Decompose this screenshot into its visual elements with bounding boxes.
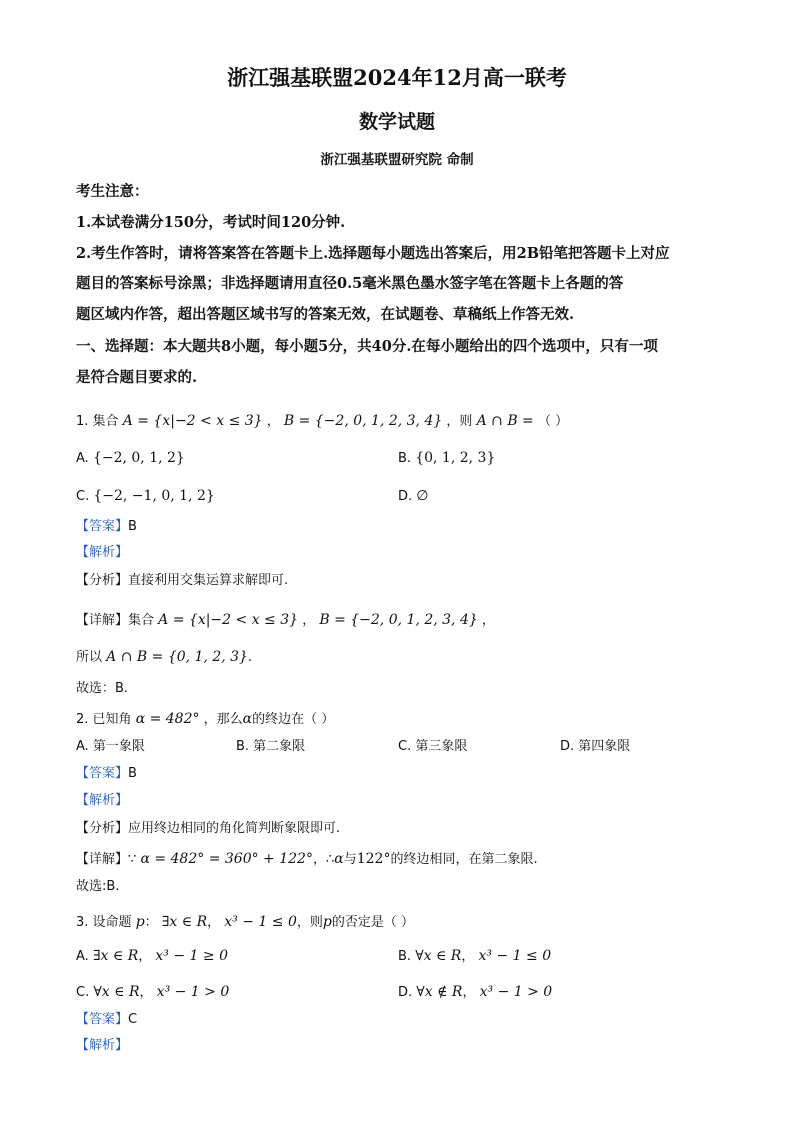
- q3-option-b-comma: ，: [461, 949, 475, 964]
- q3-exists: ∃x ∈ R: [161, 914, 208, 930]
- q2-stem-mid: ，那么: [203, 712, 243, 727]
- q3-option-c-quant: ∀x ∈ R: [93, 984, 140, 1000]
- q2-yu: 与: [343, 852, 357, 867]
- q1-option-b-value: {0, 1, 2, 3}: [415, 450, 496, 466]
- q1-ask: ，则: [446, 414, 473, 429]
- q2-because: ∵: [128, 852, 137, 867]
- q2-therefore: ，∴: [312, 852, 335, 867]
- q1-option-c: [76, 486, 215, 507]
- q1-detail: [76, 610, 495, 631]
- q1-stem: [76, 411, 568, 432]
- q1-fenxi: [76, 571, 288, 591]
- q1-option-a-label: A.: [76, 451, 89, 466]
- q1-suoyi: 所以: [76, 650, 103, 665]
- q2-analysis-tag: 【解析】: [76, 793, 129, 808]
- q1-conclusion: 故选：B.: [76, 681, 129, 696]
- answer-tag: 【答案】: [76, 1012, 129, 1027]
- q3-option-d-label: D.: [398, 985, 413, 1000]
- q2-answer: [76, 764, 137, 784]
- q2-option-a: A. 第一象限: [76, 739, 145, 754]
- notice-item-2-line-3: 题区域内作答，超出答题区域书写的答案无效，在试题卷、草稿纸上作答无效.: [76, 306, 575, 323]
- q3-option-a-comma: ，: [138, 949, 152, 964]
- answer-tag: 【答案】: [76, 766, 129, 781]
- q3-option-a-ineq: x³ − 1 ≥ 0: [155, 948, 228, 964]
- q3-stem: [76, 912, 414, 933]
- q3-option-c-label: C.: [76, 985, 90, 1000]
- q2-option-b: B. 第二象限: [236, 739, 306, 754]
- q3-option-a-label: A.: [76, 949, 89, 964]
- q1-detail-prefix: 集合: [128, 613, 155, 628]
- page-title: 浙江强基联盟2024年12月高一联考: [227, 65, 567, 90]
- q2-stem-prefix: 2. 已知角: [76, 712, 132, 727]
- q2-equation: α = 482° = 360° + 122°: [140, 851, 313, 867]
- q3-option-c: [76, 982, 229, 1003]
- q3-p-2: p: [322, 914, 332, 930]
- q2-alpha-eq: α = 482°: [135, 711, 200, 727]
- q3-analysis-tag: 【解析】: [76, 1038, 129, 1053]
- q1-result-tail: .: [247, 650, 253, 665]
- q1-analysis-tag: 【解析】: [76, 545, 129, 560]
- q1-option-a: [76, 448, 185, 469]
- q2-alpha-2: α: [334, 851, 344, 867]
- q1-intersection: A ∩ B =: [476, 413, 534, 429]
- q3-option-a: [76, 946, 228, 967]
- notice-item-2-line-2: 题目的答案标号涂黑；非选择题请用直径0.5毫米黑色墨水签字笔在答题卡上各题的答: [76, 275, 624, 292]
- q3-option-c-ineq: x³ − 1 > 0: [156, 984, 230, 1000]
- fenxi-tag: 【分析】: [76, 573, 129, 588]
- q2-detail: [76, 849, 538, 870]
- q2-fenxi-text: 应用终边相同的角化简判断象限即可.: [128, 821, 341, 836]
- q3-option-d-quant: ∀x ∉ R: [416, 984, 463, 1000]
- q2-option-d: D. 第四象限: [560, 739, 631, 754]
- notice-heading: 考生注意：: [76, 183, 149, 200]
- q1-option-b: [398, 448, 495, 469]
- q3-stem-end: 的否定是（ ）: [331, 915, 414, 930]
- q1-option-b-label: B.: [398, 451, 412, 466]
- q1-answer: [76, 517, 137, 537]
- answer-tag: 【答案】: [76, 519, 129, 534]
- q1-option-a-value: {−2, 0, 1, 2}: [92, 450, 185, 466]
- q3-option-d: [398, 982, 552, 1003]
- q1-option-d: [398, 486, 429, 507]
- notice-item-2-line-1: 2.考生作答时，请将答案答在答题卡上.选择题每小题选出答案后，用2B铅笔把答题卡上对应: [76, 245, 670, 262]
- q3-option-d-comma: ，: [462, 985, 476, 1000]
- q2-detail-post: 的终边相同，在第二象限.: [390, 852, 538, 867]
- q3-option-b: [398, 946, 551, 967]
- q3-p: p: [135, 914, 145, 930]
- q1-fenxi-text: 直接利用交集运算求解即可.: [128, 573, 289, 588]
- section-heading-line-1: 一、选择题：本大题共8小题，每小题5分，共40分.在每小题给出的四个选项中，只有一项: [76, 338, 658, 355]
- section-heading-line-2: 是符合题目要求的.: [76, 369, 198, 386]
- q1-paren: （ ）: [537, 414, 569, 429]
- q1-stem-prefix: 1. 集合: [76, 414, 119, 429]
- q1-set-b: B = {−2, 0, 1, 2, 3, 4}: [283, 413, 443, 429]
- q2-fenxi: [76, 819, 340, 839]
- q1-sep: ，: [266, 414, 280, 429]
- q3-answer: [76, 1010, 137, 1030]
- q2-stem: [76, 709, 334, 730]
- q1-result: [76, 647, 252, 668]
- q2-conclusion: 故选:B.: [76, 879, 120, 894]
- q3-stem-prefix: 3. 设命题: [76, 915, 132, 930]
- notice-item-1: 1.本试卷满分150分，考试时间120分钟.: [76, 214, 346, 231]
- detail-tag: 【详解】: [76, 852, 129, 867]
- q1-detail-set-b: B = {−2, 0, 1, 2, 3, 4}: [319, 612, 478, 628]
- q1-result-expr: A ∩ B = {0, 1, 2, 3}: [106, 649, 248, 665]
- q2-option-c: C. 第三象限: [398, 739, 468, 754]
- q3-comma: ，: [207, 915, 221, 930]
- q1-option-d-label: D.: [398, 489, 413, 504]
- q3-stem-post: ，则: [296, 915, 323, 930]
- q3-option-b-ineq: x³ − 1 ≤ 0: [478, 948, 552, 964]
- detail-tag: 【详解】: [76, 613, 129, 628]
- q3-option-d-ineq: x³ − 1 > 0: [479, 984, 553, 1000]
- q3-option-c-comma: ，: [139, 985, 153, 1000]
- q1-detail-tail: ，: [481, 613, 495, 628]
- q2-alpha: α: [242, 711, 253, 727]
- q3-option-a-quant: ∃x ∈ R: [92, 948, 139, 964]
- q3-option-b-quant: ∀x ∈ R: [415, 948, 462, 964]
- q1-detail-set-a: A = {x|−2 < x ≤ 3}: [158, 612, 299, 628]
- q2-angle: 122°: [356, 851, 391, 867]
- q3-colon: ：: [144, 915, 158, 930]
- q1-option-c-label: C.: [76, 489, 90, 504]
- q1-option-d-value: ∅: [416, 488, 429, 504]
- q3-inequality: x³ − 1 ≤ 0: [224, 914, 297, 930]
- page-subtitle: 数学试题: [358, 111, 435, 133]
- compiler-org: 浙江强基联盟研究院 命制: [320, 152, 474, 168]
- q3-option-b-label: B.: [398, 949, 412, 964]
- q1-answer-value: B: [128, 519, 137, 534]
- q2-stem-post: 的终边在（ ）: [252, 712, 335, 727]
- q2-answer-value: B: [128, 766, 137, 781]
- q1-set-a: A = {x|−2 < x ≤ 3}: [122, 413, 263, 429]
- q1-detail-sep: ，: [302, 613, 316, 628]
- q1-option-c-value: {−2, −1, 0, 1, 2}: [93, 488, 215, 504]
- fenxi-tag: 【分析】: [76, 821, 129, 836]
- q3-answer-value: C: [128, 1012, 138, 1027]
